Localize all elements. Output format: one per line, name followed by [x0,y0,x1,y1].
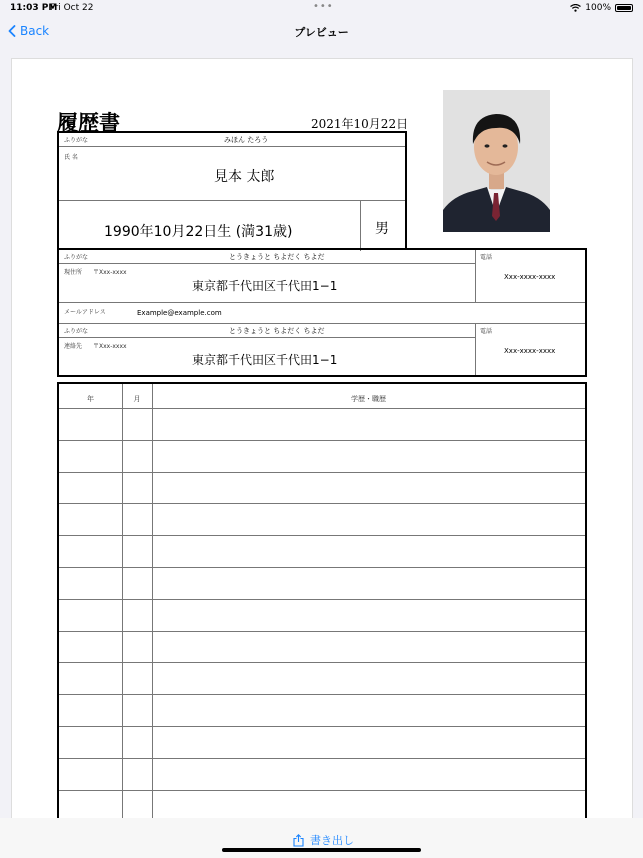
birth-date: 1990年10月22日生 (満31歳) [104,224,293,240]
resume-date: 2021年10月22日 [311,117,409,131]
name-label: 氏 名 [64,154,78,161]
contact-phone-label: 電話 [480,328,493,335]
month-column-header: 月 [133,395,141,403]
table-row-divider [59,758,585,759]
table-row-divider [59,631,585,632]
current-address: 東京都千代田区千代田1−1 [192,279,338,293]
personal-info-section [57,131,407,249]
table-header-divider [59,408,585,409]
navigation-bar [0,16,643,46]
history-table [57,382,587,818]
contact-address: 東京都千代田区千代田1−1 [192,353,338,367]
wifi-icon [570,4,581,12]
resume-title: 履歴書 [57,110,120,135]
contact-phone-number: Xxx-xxxx-xxxx [504,347,556,355]
postal-code: 〒Xxx-xxxx [93,269,127,276]
address-reading: とうきょうと ちよだく ちよだ [229,253,325,261]
contact-furigana-label: ふりがな [64,328,89,335]
table-row-divider [59,567,585,568]
table-row-divider [59,790,585,791]
address-furigana-label: ふりがな [64,254,89,261]
address-label: 現住所 [64,269,83,276]
id-photo [443,90,550,232]
export-label: 書き出し [310,834,354,847]
table-row-divider [59,694,585,695]
applicant-name: 見本 太郎 [214,169,275,185]
email-address: Example@example.com [137,309,222,317]
address-section [57,248,587,377]
contact-postal-code: 〒Xxx-xxxx [93,343,127,350]
export-button[interactable] [293,832,354,848]
multitasking-dots-icon[interactable]: ••• [313,1,334,12]
year-column-header: 年 [87,395,94,403]
table-row-divider [59,726,585,727]
gender: 男 [375,221,389,237]
table-row-divider [59,662,585,663]
status-time: 11:03 PM [10,3,58,13]
name-reading: みほん たろう [224,136,269,144]
resume-preview [11,58,633,818]
phone-label: 電話 [480,254,493,261]
furigana-label: ふりがな [64,137,89,144]
table-row-divider [59,599,585,600]
home-indicator [222,848,421,852]
table-row-divider [59,440,585,441]
details-column-header: 学歴・職歴 [351,395,386,403]
share-icon [293,834,304,847]
status-bar [0,0,643,16]
table-row-divider [59,472,585,473]
bottom-toolbar [0,818,643,858]
back-label: Back [20,24,50,38]
contact-reading: とうきょうと ちよだく ちよだ [229,327,325,335]
page-title: プレビュー [294,26,349,39]
email-label: メールアドレス [64,309,106,316]
battery-percent: 100% [585,3,611,13]
status-date: Fri Oct 22 [50,3,94,13]
phone-number: Xxx-xxxx-xxxx [504,273,556,281]
table-row-divider [59,535,585,536]
battery-icon [615,4,633,12]
contact-label: 連絡先 [64,343,83,350]
table-row-divider [59,503,585,504]
